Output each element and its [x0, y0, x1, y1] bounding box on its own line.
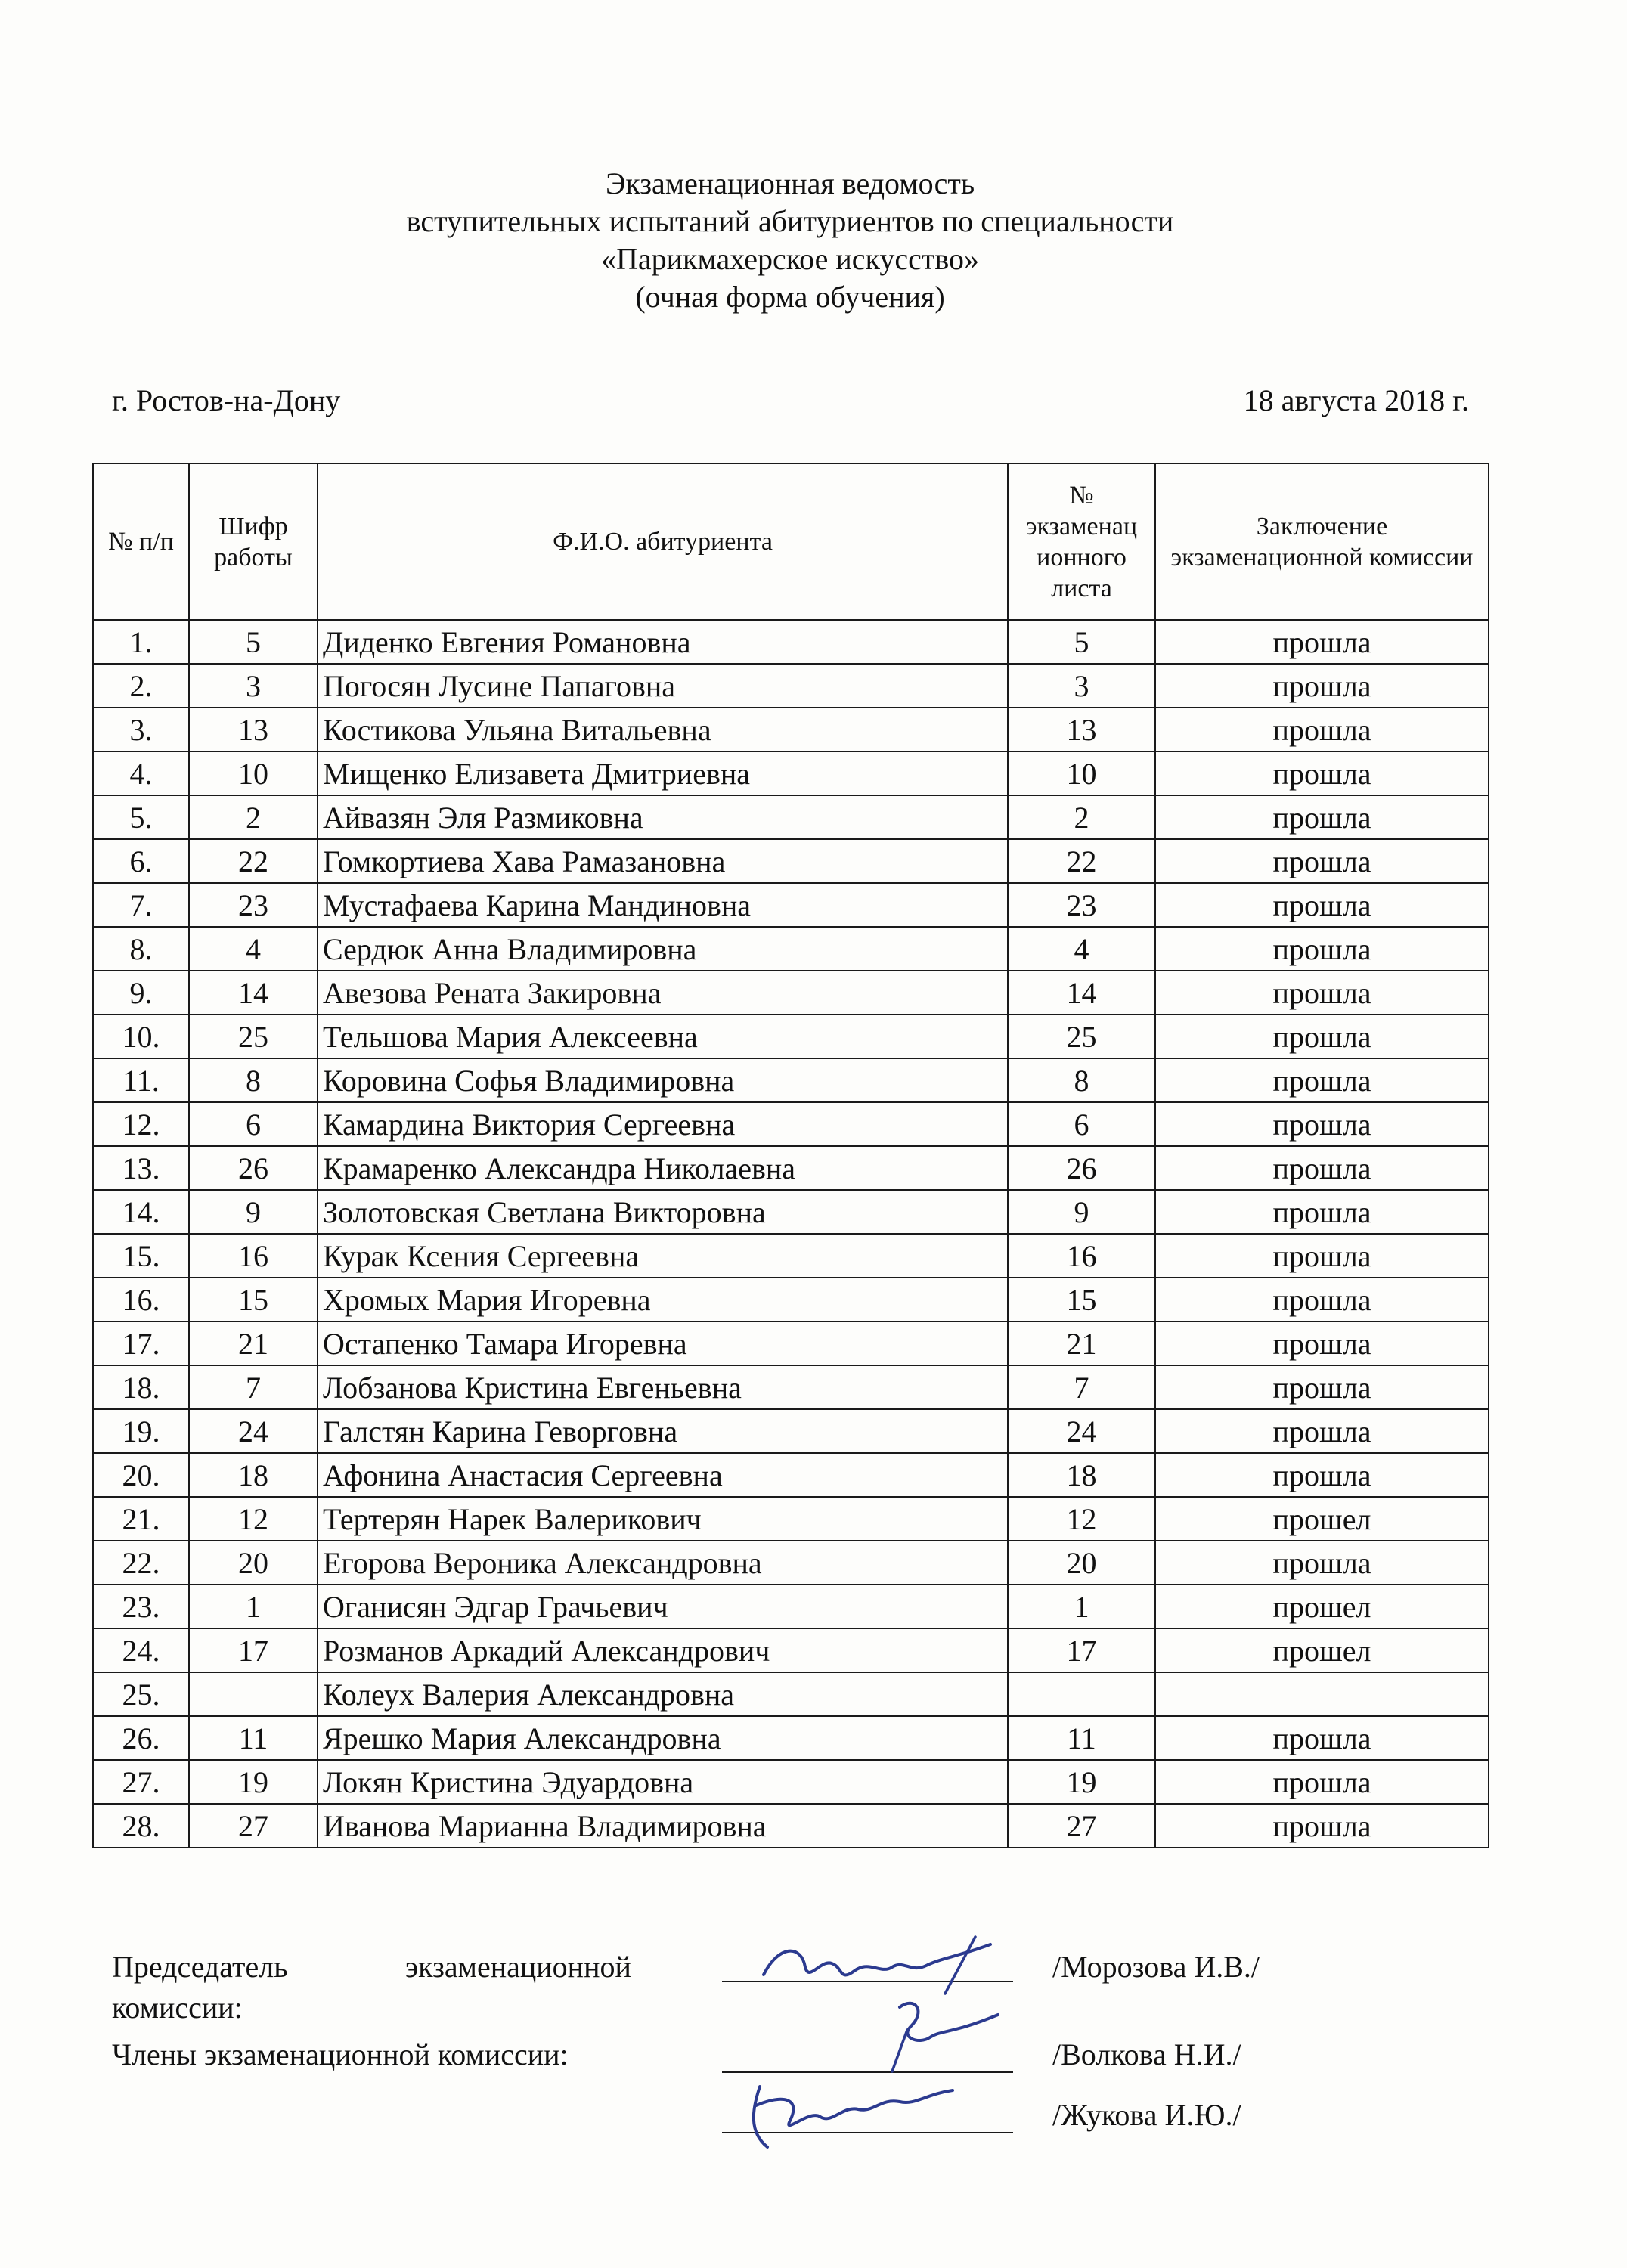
- row-num: 10.: [93, 1015, 189, 1058]
- title-line-3: «Парикмахерское искусство»: [600, 242, 980, 276]
- row-sheet: 15: [1008, 1278, 1155, 1321]
- row-result: прошла: [1155, 1190, 1489, 1234]
- row-sheet: 5: [1008, 620, 1155, 664]
- row-code: 3: [189, 664, 318, 708]
- row-sheet: 11: [1008, 1716, 1155, 1760]
- row-result: прошла: [1155, 1453, 1489, 1497]
- row-name: Костикова Ульяна Витальевна: [318, 708, 1008, 751]
- chair-label-word3: комиссии:: [112, 1991, 243, 2025]
- row-sheet: 13: [1008, 708, 1155, 751]
- row-sheet: 10: [1008, 751, 1155, 795]
- row-sheet: 4: [1008, 927, 1155, 971]
- table-row: [93, 1146, 1489, 1190]
- row-name: Локян Кристина Эдуардовна: [318, 1760, 1008, 1804]
- member1-signature: [869, 1992, 1006, 2075]
- row-code: 1: [189, 1585, 318, 1628]
- row-code: 17: [189, 1628, 318, 1672]
- row-num: 14.: [93, 1190, 189, 1234]
- place-date-row: [112, 383, 1469, 418]
- row-sheet: 21: [1008, 1321, 1155, 1365]
- table-row: [93, 1716, 1489, 1760]
- row-result: прошла: [1155, 1321, 1489, 1365]
- header-name: Ф.И.О. абитуриента: [318, 463, 1008, 620]
- row-code: 8: [189, 1058, 318, 1102]
- table-row: [93, 1409, 1489, 1453]
- table-row: [93, 1278, 1489, 1321]
- table-row: [93, 620, 1489, 664]
- row-name: Тертерян Нарек Валерикович: [318, 1497, 1008, 1541]
- row-num: 23.: [93, 1585, 189, 1628]
- row-result: прошла: [1155, 1409, 1489, 1453]
- row-name: Колеух Валерия Александровна: [318, 1672, 1008, 1716]
- row-num: 25.: [93, 1672, 189, 1716]
- chair-name: /Морозова И.В./: [1052, 1950, 1260, 1984]
- row-code: 11: [189, 1716, 318, 1760]
- row-result: прошла: [1155, 664, 1489, 708]
- row-num: 16.: [93, 1278, 189, 1321]
- row-name: Камардина Виктория Сергеевна: [318, 1102, 1008, 1146]
- row-name: Егорова Вероника Александровна: [318, 1541, 1008, 1585]
- row-code: 15: [189, 1278, 318, 1321]
- row-num: 7.: [93, 883, 189, 927]
- row-num: 18.: [93, 1365, 189, 1409]
- row-sheet: 6: [1008, 1102, 1155, 1146]
- row-sheet: 18: [1008, 1453, 1155, 1497]
- row-result: прошла: [1155, 1278, 1489, 1321]
- date: 18 августа 2018 г.: [1243, 383, 1469, 417]
- row-name: Афонина Анастасия Сергеевна: [318, 1453, 1008, 1497]
- row-name: Оганисян Эдгар Грачьевич: [318, 1585, 1008, 1628]
- table-row: [93, 1760, 1489, 1804]
- row-name: Ярешко Мария Александровна: [318, 1716, 1008, 1760]
- table-row: [93, 1628, 1489, 1672]
- row-sheet: 16: [1008, 1234, 1155, 1278]
- row-result: прошла: [1155, 839, 1489, 883]
- row-sheet: 8: [1008, 1058, 1155, 1102]
- row-sheet: 9: [1008, 1190, 1155, 1234]
- row-num: 28.: [93, 1804, 189, 1848]
- title-line-2: вступительных испытаний абитуриентов по специальности: [406, 204, 1174, 238]
- row-num: 22.: [93, 1541, 189, 1585]
- row-sheet: 7: [1008, 1365, 1155, 1409]
- row-result: прошел: [1155, 1585, 1489, 1628]
- row-sheet: 25: [1008, 1015, 1155, 1058]
- document-title: [0, 165, 1580, 316]
- row-num: 19.: [93, 1409, 189, 1453]
- row-name: Розманов Аркадий Александрович: [318, 1628, 1008, 1672]
- row-num: 20.: [93, 1453, 189, 1497]
- row-code: 12: [189, 1497, 318, 1541]
- row-num: 11.: [93, 1058, 189, 1102]
- row-result: прошла: [1155, 971, 1489, 1015]
- row-result: прошла: [1155, 1365, 1489, 1409]
- row-code: 20: [189, 1541, 318, 1585]
- row-sheet: 19: [1008, 1760, 1155, 1804]
- row-code: 26: [189, 1146, 318, 1190]
- row-num: 2.: [93, 664, 189, 708]
- row-sheet: [1008, 1672, 1155, 1716]
- table-row: [93, 1585, 1489, 1628]
- row-num: 26.: [93, 1716, 189, 1760]
- row-name: Айвазян Эля Размиковна: [318, 795, 1008, 839]
- table-row: [93, 1321, 1489, 1365]
- row-sheet: 1: [1008, 1585, 1155, 1628]
- row-name: Курак Ксения Сергеевна: [318, 1234, 1008, 1278]
- member2-name: /Жукова И.Ю./: [1052, 2098, 1241, 2132]
- row-result: прошла: [1155, 1015, 1489, 1058]
- row-name: Гомкортиева Хава Рамазановна: [318, 839, 1008, 883]
- row-sheet: 27: [1008, 1804, 1155, 1848]
- row-code: 25: [189, 1015, 318, 1058]
- row-result: прошла: [1155, 1760, 1489, 1804]
- table-row: [93, 927, 1489, 971]
- row-num: 3.: [93, 708, 189, 751]
- row-num: 13.: [93, 1146, 189, 1190]
- row-sheet: 2: [1008, 795, 1155, 839]
- table-row: [93, 1015, 1489, 1058]
- row-sheet: 22: [1008, 839, 1155, 883]
- row-result: прошла: [1155, 1716, 1489, 1760]
- row-name: Сердюк Анна Владимировна: [318, 927, 1008, 971]
- row-num: 9.: [93, 971, 189, 1015]
- row-sheet: 23: [1008, 883, 1155, 927]
- row-num: 6.: [93, 839, 189, 883]
- row-result: прошла: [1155, 1804, 1489, 1848]
- row-name: Коровина Софья Владимировна: [318, 1058, 1008, 1102]
- row-code: 7: [189, 1365, 318, 1409]
- row-num: 21.: [93, 1497, 189, 1541]
- row-result: прошла: [1155, 1058, 1489, 1102]
- row-code: 14: [189, 971, 318, 1015]
- row-code: 4: [189, 927, 318, 971]
- table-row: [93, 883, 1489, 927]
- row-name: Лобзанова Кристина Евгеньевна: [318, 1365, 1008, 1409]
- row-sheet: 20: [1008, 1541, 1155, 1585]
- header-sheet: № экзаменац ионного листа: [1008, 463, 1155, 620]
- table-row: [93, 1190, 1489, 1234]
- row-sheet: 3: [1008, 664, 1155, 708]
- row-result: прошла: [1155, 1541, 1489, 1585]
- row-code: 13: [189, 708, 318, 751]
- city: г. Ростов-на-Дону: [112, 383, 341, 417]
- row-code: 22: [189, 839, 318, 883]
- row-name: Мищенко Елизавета Дмитриевна: [318, 751, 1008, 795]
- row-num: 27.: [93, 1760, 189, 1804]
- table-row: [93, 1672, 1489, 1716]
- row-sheet: 14: [1008, 971, 1155, 1015]
- row-code: 27: [189, 1804, 318, 1848]
- header-code: Шифр работы: [189, 463, 318, 620]
- table-header-row: [93, 463, 1489, 620]
- row-num: 17.: [93, 1321, 189, 1365]
- table-row: [93, 1102, 1489, 1146]
- row-name: Золотовская Светлана Викторовна: [318, 1190, 1008, 1234]
- table-row: [93, 1234, 1489, 1278]
- row-num: 5.: [93, 795, 189, 839]
- table-row: [93, 1541, 1489, 1585]
- table-row: [93, 1058, 1489, 1102]
- chair-signature: [748, 1929, 1006, 1997]
- row-num: 1.: [93, 620, 189, 664]
- table-row: [93, 1453, 1489, 1497]
- row-result: прошла: [1155, 927, 1489, 971]
- row-num: 12.: [93, 1102, 189, 1146]
- row-sheet: 24: [1008, 1409, 1155, 1453]
- row-code: [189, 1672, 318, 1716]
- row-result: прошел: [1155, 1497, 1489, 1541]
- row-result: прошел: [1155, 1628, 1489, 1672]
- row-name: Остапенко Тамара Игоревна: [318, 1321, 1008, 1365]
- row-name: Мустафаева Карина Мандиновна: [318, 883, 1008, 927]
- table-row: [93, 708, 1489, 751]
- table-row: [93, 839, 1489, 883]
- row-num: 8.: [93, 927, 189, 971]
- members-label: Члены экзаменационной комиссии:: [112, 2037, 569, 2071]
- row-result: прошла: [1155, 883, 1489, 927]
- table-row: [93, 1497, 1489, 1541]
- row-name: Крамаренко Александра Николаевна: [318, 1146, 1008, 1190]
- row-sheet: 12: [1008, 1497, 1155, 1541]
- row-code: 16: [189, 1234, 318, 1278]
- table-row: [93, 1365, 1489, 1409]
- table-row: [93, 795, 1489, 839]
- title-line-4: (очная форма обучения): [635, 280, 945, 314]
- row-name: Диденко Евгения Романовна: [318, 620, 1008, 664]
- row-sheet: 26: [1008, 1146, 1155, 1190]
- table-row: [93, 664, 1489, 708]
- table-row: [93, 971, 1489, 1015]
- row-code: 24: [189, 1409, 318, 1453]
- title-line-1: Экзаменационная ведомость: [605, 166, 975, 200]
- row-name: Тельшова Мария Алексеевна: [318, 1015, 1008, 1058]
- header-num: № п/п: [93, 463, 189, 620]
- row-code: 18: [189, 1453, 318, 1497]
- header-result: Заключение экзаменационной комиссии: [1155, 463, 1489, 620]
- chair-label-word1: Председатель: [112, 1950, 288, 1984]
- row-code: 21: [189, 1321, 318, 1365]
- row-result: [1155, 1672, 1489, 1716]
- table-row: [93, 1804, 1489, 1848]
- row-name: Хромых Мария Игоревна: [318, 1278, 1008, 1321]
- row-result: прошла: [1155, 1102, 1489, 1146]
- table-row: [93, 751, 1489, 795]
- row-code: 5: [189, 620, 318, 664]
- results-table: [92, 463, 1489, 1848]
- row-name: Авезова Рената Закировна: [318, 971, 1008, 1015]
- row-code: 9: [189, 1190, 318, 1234]
- row-result: прошла: [1155, 1146, 1489, 1190]
- row-name: Галстян Карина Геворговна: [318, 1409, 1008, 1453]
- row-num: 15.: [93, 1234, 189, 1278]
- row-code: 6: [189, 1102, 318, 1146]
- row-result: прошла: [1155, 708, 1489, 751]
- row-name: Иванова Марианна Владимировна: [318, 1804, 1008, 1848]
- row-result: прошла: [1155, 751, 1489, 795]
- row-result: прошла: [1155, 1234, 1489, 1278]
- row-num: 24.: [93, 1628, 189, 1672]
- member1-name: /Волкова Н.И./: [1052, 2037, 1241, 2071]
- member2-signature: [737, 2064, 956, 2155]
- row-result: прошла: [1155, 795, 1489, 839]
- row-sheet: 17: [1008, 1628, 1155, 1672]
- row-code: 23: [189, 883, 318, 927]
- row-name: Погосян Лусине Папаговна: [318, 664, 1008, 708]
- chair-label-word2: экзаменационной: [405, 1950, 631, 1984]
- table-body: [93, 620, 1489, 1848]
- row-code: 10: [189, 751, 318, 795]
- row-num: 4.: [93, 751, 189, 795]
- row-code: 19: [189, 1760, 318, 1804]
- row-code: 2: [189, 795, 318, 839]
- row-result: прошла: [1155, 620, 1489, 664]
